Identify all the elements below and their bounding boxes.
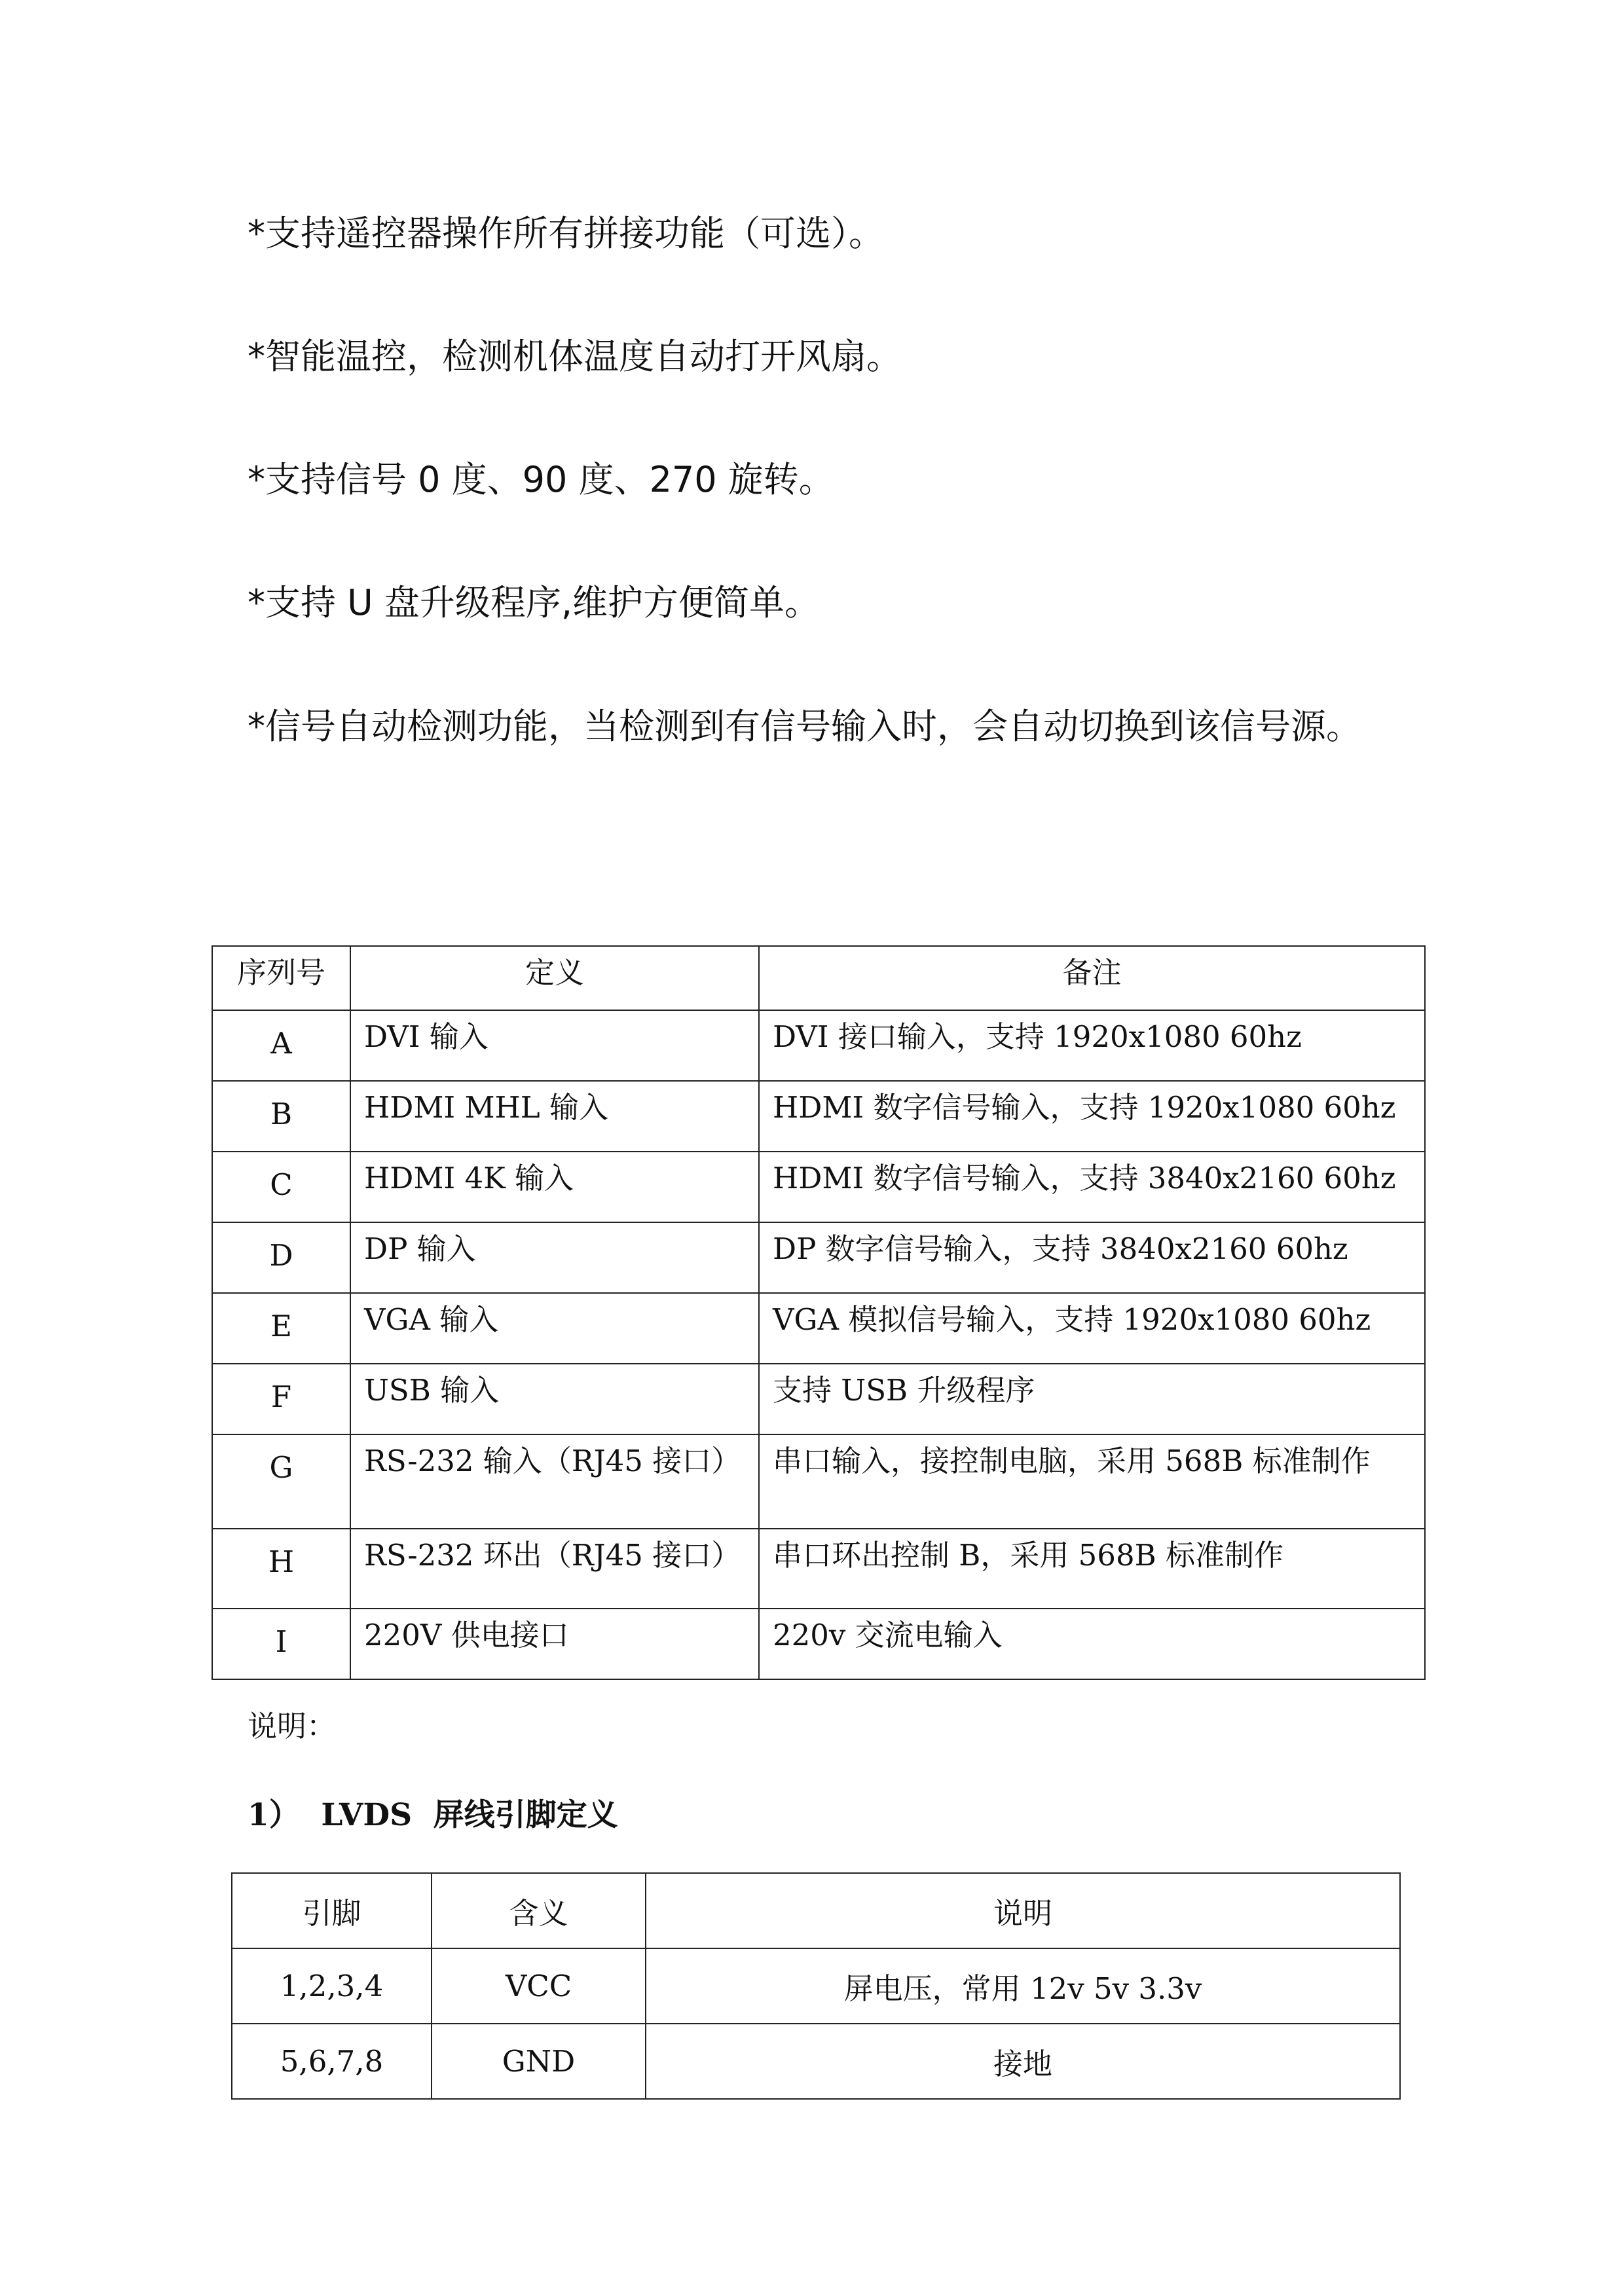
cell-index: I [212,1609,350,1679]
table-row [212,1010,1425,1081]
table-row [212,1609,1425,1679]
feature-item: *智能温控，检测机体温度自动打开风扇。 [248,336,902,377]
cell-index: A [212,1010,350,1081]
section-heading: 1） LVDS 屏线引脚定义 [248,1797,618,1833]
column-header-pin: 引脚 [232,1873,432,1948]
cell-meaning: GND [432,2024,646,2099]
cell-remarks: 串口环出控制 B，采用 568B 标准制作 [759,1529,1425,1609]
column-header-description: 说明 [646,1873,1400,1948]
cell-remarks: DP 数字信号输入，支持 3840x2160 60hz [759,1222,1425,1293]
cell-remarks: HDMI 数字信号输入，支持 1920x1080 60hz [759,1081,1425,1152]
cell-definition: DVI 输入 [350,1010,759,1081]
cell-index: D [212,1222,350,1293]
cell-definition: DP 输入 [350,1222,759,1293]
feature-list [248,211,1439,854]
feature-item: *支持 U 盘升级程序,维护方便简单。 [248,582,821,623]
column-header-index: 序列号 [212,946,350,1010]
table-row [212,1529,1425,1609]
lvds-pin-table [231,1872,1401,2100]
table-row [212,1152,1425,1222]
feature-item: *支持信号 0 度、90 度、270 旋转。 [248,459,834,500]
cell-definition: RS-232 输入（RJ45 接口） [350,1434,759,1529]
cell-index: H [212,1529,350,1609]
column-header-definition: 定义 [350,946,759,1010]
table-row [212,1293,1425,1364]
cell-remarks: VGA 模拟信号输入，支持 1920x1080 60hz [759,1293,1425,1364]
table-row [232,2024,1400,2099]
note-label: 说明： [248,1709,337,1743]
cell-index: F [212,1364,350,1434]
cell-pin: 5,6,7,8 [232,2024,432,2099]
feature-item: *支持遥控器操作所有拼接功能（可选）。 [248,213,884,254]
table-row [212,1364,1425,1434]
cell-definition: HDMI 4K 输入 [350,1152,759,1222]
cell-index: E [212,1293,350,1364]
cell-index: C [212,1152,350,1222]
cell-description: 屏电压，常用 12v 5v 3.3v [646,1948,1400,2024]
cell-index: G [212,1434,350,1529]
cell-remarks: HDMI 数字信号输入，支持 3840x2160 60hz [759,1152,1425,1222]
table-row [232,1948,1400,2024]
table-row [212,1434,1425,1529]
cell-description: 接地 [646,2024,1400,2099]
cell-definition: USB 输入 [350,1364,759,1434]
cell-definition: 220V 供电接口 [350,1609,759,1679]
table-row [212,1081,1425,1152]
cell-remarks: 支持 USB 升级程序 [759,1364,1425,1434]
cell-remarks: 串口输入，接控制电脑，采用 568B 标准制作 [759,1434,1425,1529]
cell-index: B [212,1081,350,1152]
cell-definition: RS-232 环出（RJ45 接口） [350,1529,759,1609]
column-header-meaning: 含义 [432,1873,646,1948]
cell-remarks: DVI 接口输入，支持 1920x1080 60hz [759,1010,1425,1081]
table-header-row [212,946,1425,1010]
cell-definition: VGA 输入 [350,1293,759,1364]
cell-remarks: 220v 交流电输入 [759,1609,1425,1679]
cell-pin: 1,2,3,4 [232,1948,432,2024]
table-row [212,1222,1425,1293]
interface-spec-table [212,945,1426,1680]
column-header-remarks: 备注 [759,946,1425,1010]
cell-meaning: VCC [432,1948,646,2024]
table-header-row [232,1873,1400,1948]
cell-definition: HDMI MHL 输入 [350,1081,759,1152]
feature-item: *信号自动检测功能，当检测到有信号输入时，会自动切换到该信号源。 [248,706,1361,747]
